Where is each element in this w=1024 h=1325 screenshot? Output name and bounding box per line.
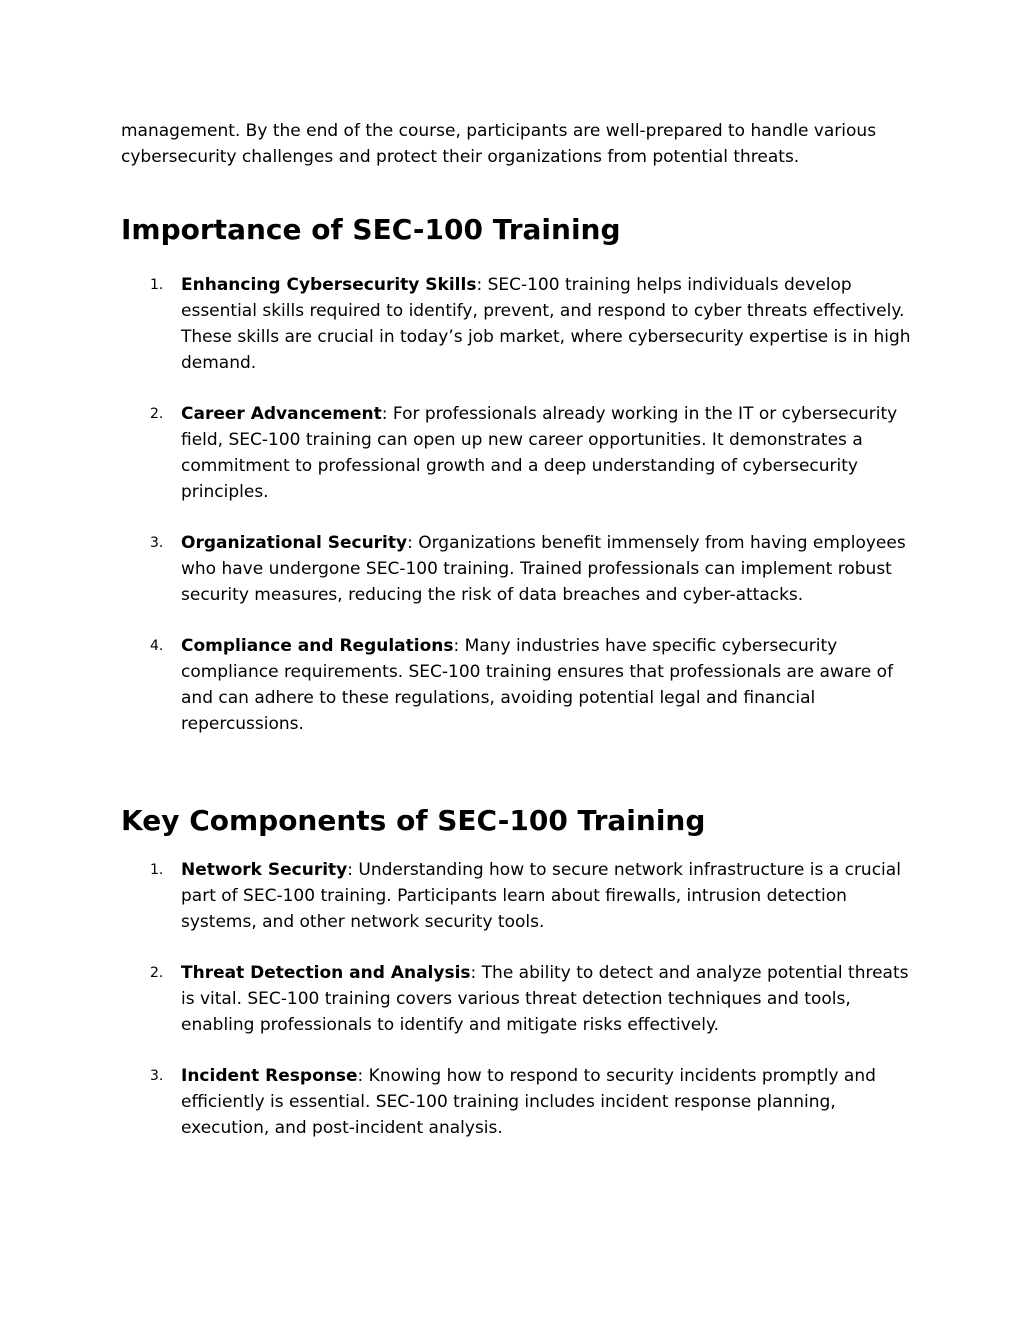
- list-item: [121, 530, 911, 608]
- list-item-term: Organizational Security: [181, 533, 408, 553]
- intro-paragraph: management. By the end of the course, participants are well-prepared to handle various cybersecurity challenges and protect their organizations from potential threats.: [121, 121, 877, 167]
- list-item: [121, 633, 911, 737]
- list-item-term: Enhancing Cybersecurity Skills: [181, 275, 477, 295]
- list-number: 3.: [150, 535, 164, 551]
- list-item: [121, 857, 911, 935]
- section-heading-components: Key Components of SEC-100 Training: [121, 804, 706, 837]
- list-item-text: : For professionals already working in the IT or cybersecurity field, SEC-100 training can open up new career opportunities. It demonstrates a commitment to professional growth and a deep understanding of cybersecurity principles.: [181, 404, 898, 502]
- list-item-term: Threat Detection and Analysis: [181, 963, 471, 983]
- list-item-text: : The ability to detect and analyze potential threats is vital. SEC-100 training covers various threat detection techniques and tools, enabling professionals to identify and mitigate risks effectively.: [181, 963, 909, 1035]
- list-number: 3.: [150, 1068, 164, 1084]
- list-number: 1.: [150, 277, 164, 293]
- list-number: 2.: [150, 965, 164, 981]
- list-number: 2.: [150, 406, 164, 422]
- importance-list: [121, 272, 911, 737]
- section-heading-importance: Importance of SEC-100 Training: [121, 213, 621, 246]
- list-item-term: Compliance and Regulations: [181, 636, 454, 656]
- list-item: [121, 1063, 911, 1141]
- list-item-text: : Knowing how to respond to security incidents promptly and efficiently is essential. SEC-100 training includes incident response planning, execution, and post-incident analysis.: [181, 1066, 876, 1138]
- list-item: [121, 272, 911, 376]
- list-item-term: Network Security: [181, 860, 348, 880]
- list-number: 4.: [150, 638, 164, 654]
- list-number: 1.: [150, 862, 164, 878]
- list-item-text: : Understanding how to secure network infrastructure is a crucial part of SEC-100 training. Participants learn about firewalls, intrusion detection systems, and other network security tools.: [181, 860, 901, 932]
- list-item-term: Career Advancement: [181, 404, 382, 424]
- document-page: [121, 118, 911, 1141]
- list-item: [121, 960, 911, 1038]
- list-item-text: : Many industries have specific cybersecurity compliance requirements. SEC-100 training ensures that professionals are aware of and can adhere to these regulations, avoiding potential legal and financial repercussions.: [181, 636, 894, 734]
- list-item-term: Incident Response: [181, 1066, 358, 1086]
- components-list: [121, 857, 911, 1141]
- list-item-text: : Organizations benefit immensely from having employees who have undergone SEC-100 training. Trained professionals can implement robust security measures, reducing the risk of data breaches and cyber-attacks.: [181, 533, 906, 605]
- list-item-text: : SEC-100 training helps individuals develop essential skills required to identify, prevent, and respond to cyber threats effectively. These skills are crucial in today’s job market, where cybersecurity expertise is in high demand.: [181, 275, 911, 373]
- list-item: [121, 401, 911, 505]
